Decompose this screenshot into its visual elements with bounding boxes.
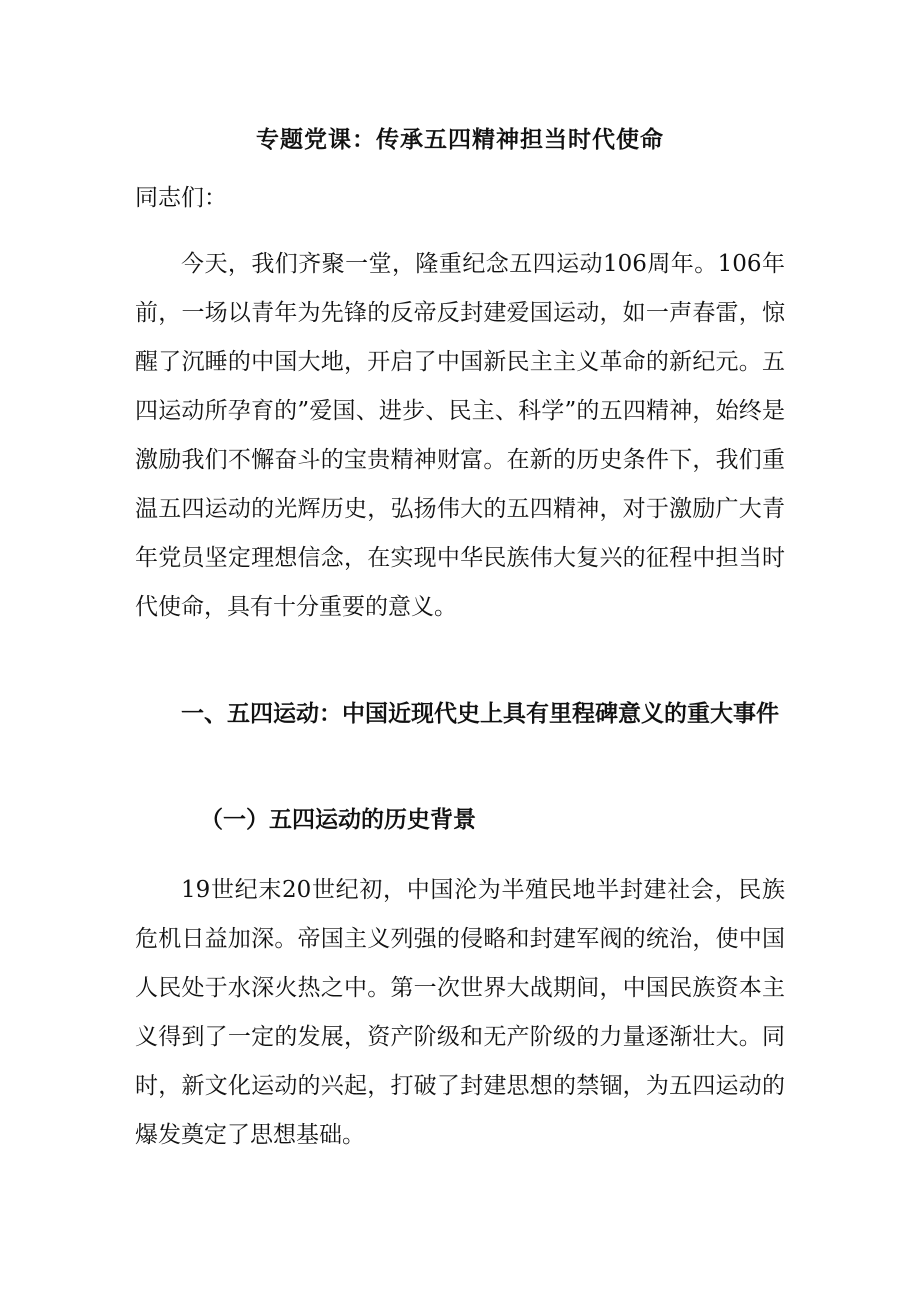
intro-paragraph: 今天，我们齐聚一堂，隆重纪念五四运动106周年。106年前，一场以青年为先锋的反帝反封建爱国运动，如一声春雷，惊醒了沉睡的中国大地，开启了中国新民主主义革命的新纪元。五四运动所孕育的”爱国、进步、民主、科学”的五四精神，始终是激励我们不懈奋斗的宝贵精神财富。在新的历史条件下，我们重温五四运动的光辉历史，弘扬伟大的五四精神，对于激励广大青年党员坚定理想信念，在实现中华民族伟大复兴的征程中担当时代使命，具有十分重要的意义。 <box>135 251 785 620</box>
background-paragraph: 19世纪末20世纪初，中国沦为半殖民地半封建社会，民族危机日益加深。帝国主义列强的侵略和封建军阀的统治，使中国人民处于水深火热之中。第一次世界大战期间，中国民族资本主义得到了一定的发展，资产阶级和无产阶级的力量逐渐壮大。同时，新文化运动的兴起，打破了封建思想的禁锢，为五四运动的爆发奠定了思想基础。 <box>135 877 785 1148</box>
salutation: 同志们： <box>135 185 227 211</box>
section-heading: 一、五四运动：中国近现代史上具有里程碑意义的重大事件 <box>181 701 779 727</box>
document-title: 专题党课：传承五四精神担当时代使命 <box>256 127 664 153</box>
subsection-heading: （一）五四运动的历史背景 <box>200 807 476 833</box>
